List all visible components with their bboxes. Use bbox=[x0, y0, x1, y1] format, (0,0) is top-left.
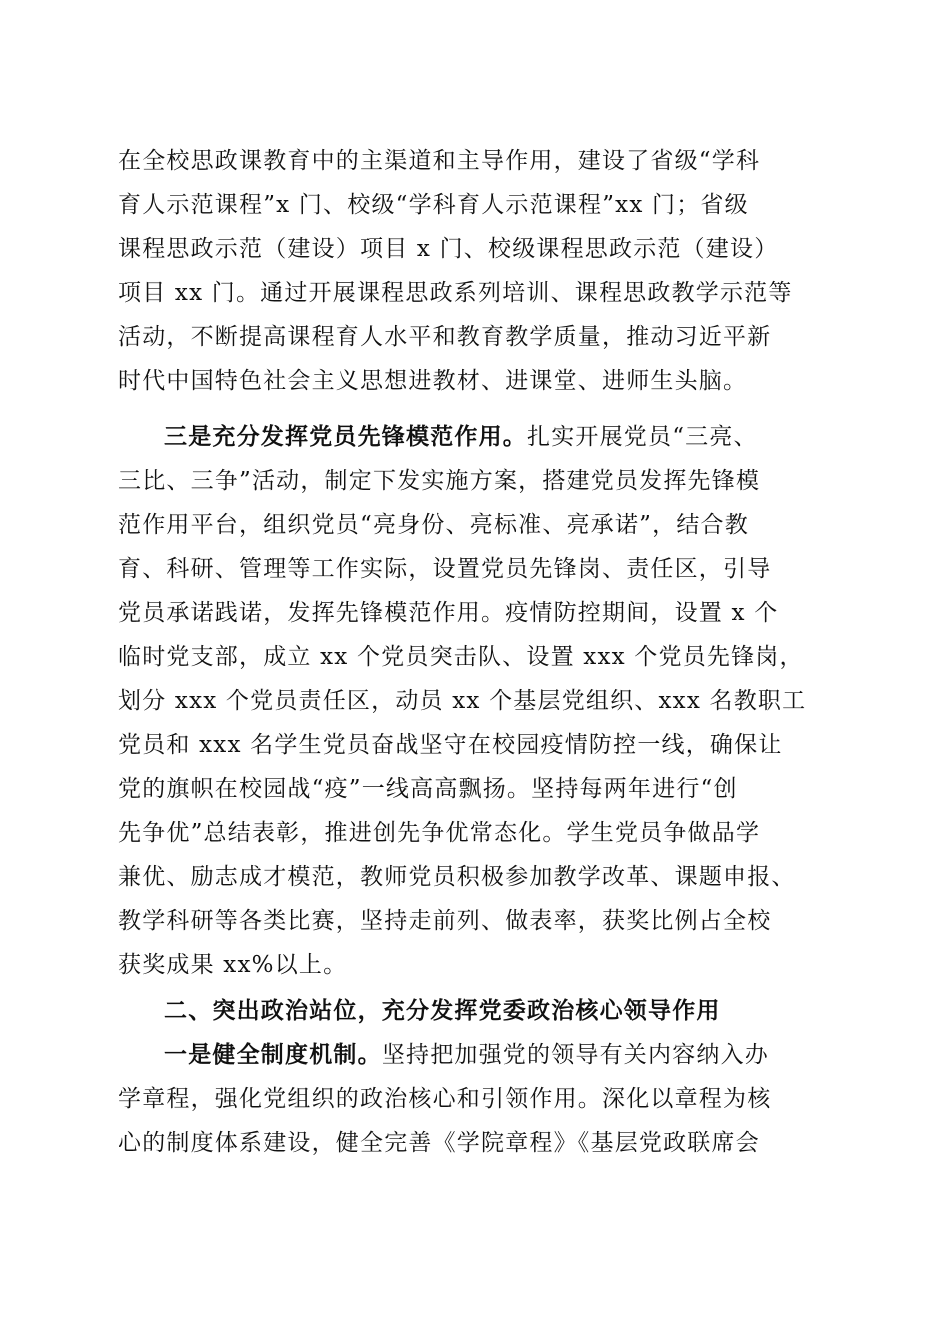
text-line: 三比、三争”活动，制定下发实施方案，搭建党员发挥先锋模 bbox=[118, 468, 761, 494]
text-line: 在全校思政课教育中的主渠道和主导作用，建设了省级“学科 bbox=[118, 148, 761, 174]
text-line: 项目 xx 门。通过开展课程思政系列培训、课程思政教学示范等 bbox=[118, 280, 793, 306]
text-line: 党的旗帜在校园战“疫”一线高高飘扬。坚持每两年进行“创 bbox=[118, 776, 738, 802]
paragraph-institution-mechanism bbox=[118, 1033, 838, 1165]
paragraph-party-member-role bbox=[118, 415, 838, 987]
text-line: 兼优、励志成才模范，教师党员积极参加教学改革、课题申报、 bbox=[118, 864, 796, 890]
text-fragment: 扎实开展党员“三亮、 bbox=[527, 424, 758, 450]
text-line: 范作用平台，组织党员“亮身份、亮标准、亮承诺”，结合教 bbox=[118, 512, 749, 538]
paragraph-first-line bbox=[118, 1033, 838, 1077]
text-line: 育人示范课程”x 门、校级“学科育人示范课程”xx 门；省级 bbox=[118, 192, 749, 218]
paragraph-course-ideology bbox=[118, 139, 838, 403]
text-line: 学章程，强化党组织的政治核心和引领作用。深化以章程为核 bbox=[118, 1086, 772, 1112]
text-line: 划分 xxx 个党员责任区，动员 xx 个基层党组织、xxx 名教职工 bbox=[118, 688, 807, 714]
paragraph-lead-heading: 一是健全制度机制。 bbox=[164, 1042, 382, 1068]
text-fragment: 坚持把加强党的领导有关内容纳入办 bbox=[381, 1042, 770, 1068]
text-line: 活动，不断提高课程育人水平和教育教学质量，推动习近平新 bbox=[118, 324, 772, 350]
text-line: 先争优”总结表彰，推进创先争优常态化。学生党员争做品学 bbox=[118, 820, 761, 846]
text-line: 获奖成果 xx%以上。 bbox=[118, 952, 348, 978]
text-line: 心的制度体系建设，健全完善《学院章程》《基层党政联席会 bbox=[118, 1130, 760, 1156]
text-line: 临时党支部，成立 xx 个党员突击队、设置 xxx 个党员先锋岗， bbox=[118, 644, 804, 670]
text-line: 时代中国特色社会主义思想进教材、进课堂、进师生头脑。 bbox=[118, 368, 748, 394]
text-line: 育、科研、管理等工作实际，设置党员先锋岗、责任区，引导 bbox=[118, 556, 772, 582]
text-line: 教学科研等各类比赛，坚持走前列、做表率，获奖比例占全校 bbox=[118, 908, 772, 934]
paragraph-lead-heading: 三是充分发挥党员先锋模范作用。 bbox=[164, 424, 527, 450]
text-line: 党员和 xxx 名学生党员奋战坚守在校园疫情防控一线，确保让 bbox=[118, 732, 783, 758]
paragraph-first-line bbox=[118, 415, 838, 459]
section-heading-block bbox=[118, 989, 838, 1033]
section-heading: 二、突出政治站位，充分发挥党委政治核心领导作用 bbox=[164, 998, 721, 1024]
text-line: 课程思政示范（建设）项目 x 门、校级课程思政示范（建设） bbox=[118, 236, 779, 262]
text-line: 党员承诺践诺，发挥先锋模范作用。疫情防控期间，设置 x 个 bbox=[118, 600, 779, 626]
